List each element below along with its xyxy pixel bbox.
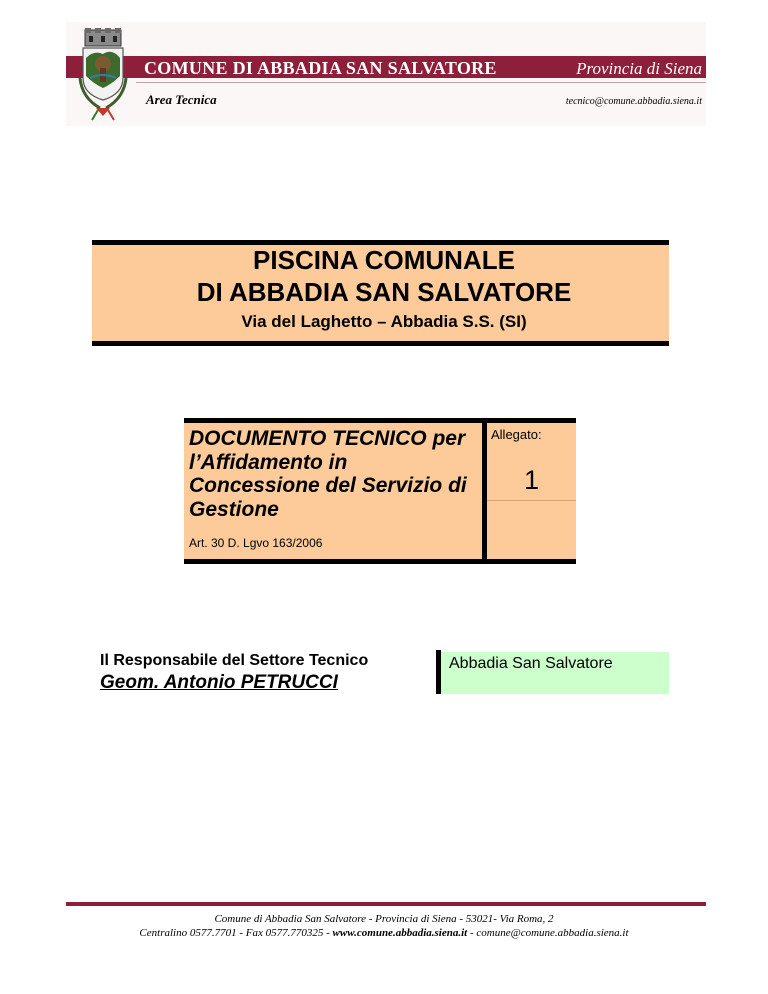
title-line-1: PISCINA COMUNALE (253, 245, 515, 275)
header-divider (136, 82, 706, 83)
signatory-role: Il Responsabile del Settore Tecnico (100, 652, 369, 669)
title-line-2: DI ABBADIA SAN SALVATORE (196, 277, 572, 307)
municipality-name: COMUNE DI ABBADIA SAN SALVATORE (144, 58, 497, 78)
title-address: Via del Laghetto – Abbadia S.S. (SI) (241, 312, 527, 331)
signatory-name: Geom. Antonio PETRUCCI (100, 672, 338, 693)
footer-phone: Centralino 0577.7701 - Fax 0577.770325 - (139, 927, 333, 939)
department-name: Area Tecnica (146, 92, 217, 107)
document-reference: Art. 30 D. Lgvo 163/2006 (189, 536, 323, 550)
footer-divider (66, 902, 706, 906)
attachment-number: 1 (523, 465, 540, 495)
municipal-crest-icon (76, 28, 130, 122)
footer-separator: - (467, 927, 477, 939)
footer-website-link[interactable]: www.comune.abbadia.siena.it (332, 927, 468, 939)
document-title: DOCUMENTO TECNICO per l’Affidamento in Concessione del Servizio di Gestione (189, 427, 467, 521)
place-name: Abbadia San Salvatore (449, 655, 613, 672)
footer-address: Comune di Abbadia San Salvatore - Provincia di Siena - 53021- Via Roma, 2 (214, 913, 554, 925)
attachment-separator (487, 500, 576, 501)
footer-contacts (0, 927, 768, 939)
province-name: Provincia di Siena (576, 59, 702, 78)
department-email: tecnico@comune.abbadia.siena.it (565, 96, 702, 107)
footer-email-link[interactable]: comune@comune.abbadia.siena.it (476, 927, 629, 939)
attachment-label: Allegato: (491, 427, 542, 442)
